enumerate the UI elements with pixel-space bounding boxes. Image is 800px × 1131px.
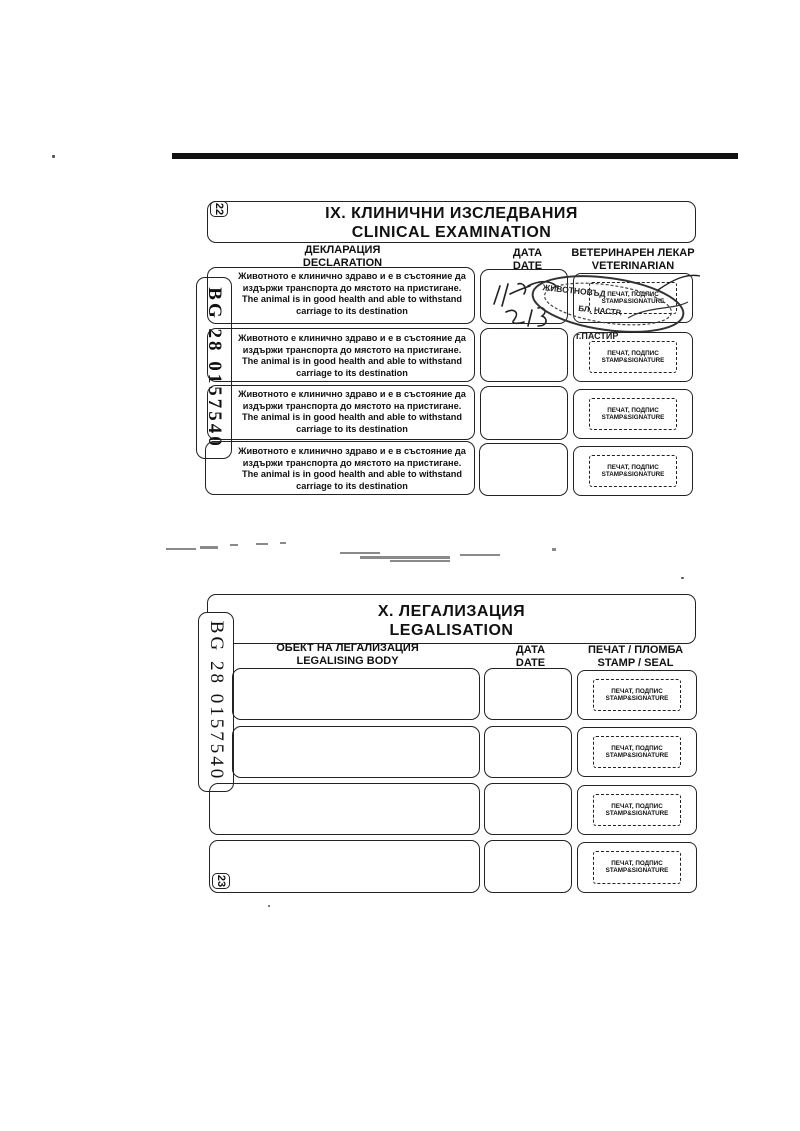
legal-stamp-box-3: [577, 785, 697, 835]
declaration-line: carriage to its destination: [296, 423, 408, 434]
declaration-line: carriage to its destination: [296, 305, 408, 316]
declaration-header-en: DECLARATION: [302, 257, 383, 269]
date-box-4: [479, 443, 568, 496]
declaration-line: carriage to its destination: [296, 480, 408, 491]
stamp-label-bg: ПЕЧАТ, ПОДПИС: [611, 803, 663, 810]
stamp-box-2: [573, 332, 693, 382]
declaration-line: The animal is in good health and able to withstand: [241, 469, 462, 480]
declaration-line: издържи транспорта до мястото на пристигане.: [242, 457, 462, 468]
stamp-seal-header-bg: ПЕЧАТ / ПЛОМБА: [587, 644, 684, 656]
legal-date-box-2: [484, 726, 572, 778]
declaration-text-4: [232, 446, 472, 492]
stamp-seal-header-en: STAMP / SEAL: [597, 657, 674, 669]
stamp-label-en: STAMP&SIGNATURE: [601, 298, 665, 305]
declaration-line: Животното е клинично здраво и е в състояние да: [238, 446, 466, 456]
declaration-text-3: [232, 389, 472, 435]
stamp-label-bg: ПЕЧАТ, ПОДПИС: [607, 291, 659, 298]
declaration-line: издържи транспорта до мястото на пристигане.: [242, 400, 462, 411]
legal-date-box-4: [484, 840, 572, 893]
page-number-top: 22: [210, 201, 228, 217]
section-ix-title-bg: IX. КЛИНИЧНИ ИЗСЛЕДВАНИЯ: [325, 205, 578, 222]
scan-noise: [160, 536, 640, 572]
date-header-bg: ДАТА: [515, 644, 546, 656]
stamp-label-en: STAMP&SIGNATURE: [601, 471, 665, 478]
stamp-label-en: STAMP&SIGNATURE: [605, 752, 669, 759]
top-rule: [172, 153, 738, 159]
legalising-body-header-bg: ОБЕКТ НА ЛЕГАЛИЗАЦИЯ: [276, 642, 419, 654]
section-ix-title-en: CLINICAL EXAMINATION: [351, 224, 552, 241]
legal-date-box-1: [484, 668, 572, 720]
date-box-2: [480, 328, 568, 382]
scan-speck: [52, 155, 55, 158]
serial-number-top: BG 28 0157540: [204, 287, 225, 449]
stamp-label-bg: ПЕЧАТ, ПОДПИС: [607, 407, 659, 414]
scan-speck: [268, 905, 270, 907]
declaration-line: The animal is in good health and able to withstand: [241, 412, 462, 423]
legalising-body-box-4: [209, 840, 480, 893]
scan-speck: [681, 577, 684, 579]
declaration-text-2: [232, 333, 472, 379]
legal-date-box-3: [484, 783, 572, 835]
stamp-text-line: г.ПАСТИР: [576, 331, 619, 341]
section-x-title-en: LEGALISATION: [389, 622, 514, 639]
legal-stamp-box-1: [577, 670, 697, 720]
stamp-label-en: STAMP&SIGNATURE: [605, 867, 669, 874]
stamp-label-en: STAMP&SIGNATURE: [605, 810, 669, 817]
declaration-line: The animal is in good health and able to withstand: [241, 294, 462, 305]
vet-header-en: VETERINARIAN: [591, 260, 675, 272]
date-header-bg: ДАТА: [512, 247, 543, 259]
legalising-body-header-en: LEGALISING BODY: [296, 655, 399, 667]
legalising-body-box-3: [209, 783, 480, 835]
declaration-line: carriage to its destination: [296, 367, 408, 378]
stamp-box-3: [573, 389, 693, 439]
declaration-header-bg: ДЕКЛАРАЦИЯ: [304, 244, 381, 256]
page-number-bottom: 23: [212, 873, 230, 889]
declaration-line: Животното е клинично здраво и е в състояние да: [238, 271, 466, 281]
stamp-text-line: БЛ. НАСТР.: [577, 303, 623, 318]
stamp-text-line: ЖИВОТНОВЪД: [542, 282, 607, 299]
declaration-line: издържи транспорта до мястото на пристигане.: [242, 344, 462, 355]
stamp-label-bg: ПЕЧАТ, ПОДПИС: [607, 464, 659, 471]
declaration-line: Животното е клинично здраво и е в състояние да: [238, 389, 466, 399]
stamp-label-en: STAMP&SIGNATURE: [605, 695, 669, 702]
vet-header-bg: ВЕТЕРИНАРЕН ЛЕКАР: [571, 247, 695, 259]
stamp-label-bg: ПЕЧАТ, ПОДПИС: [611, 688, 663, 695]
legalising-body-box-1: [232, 668, 480, 720]
declaration-line: издържи транспорта до мястото на пристигане.: [242, 282, 462, 293]
legalising-body-box-2: [232, 726, 480, 778]
stamp-label-en: STAMP&SIGNATURE: [601, 414, 665, 421]
section-x-title-bg: X. ЛЕГАЛИЗАЦИЯ: [377, 603, 526, 620]
stamp-box-4: [573, 446, 693, 496]
date-box-3: [480, 386, 568, 440]
stamp-label-en: STAMP&SIGNATURE: [601, 357, 665, 364]
stamp-label-bg: ПЕЧАТ, ПОДПИС: [611, 745, 663, 752]
serial-number-bottom: BG 28 0157540: [206, 620, 227, 782]
stamp-label-bg: ПЕЧАТ, ПОДПИС: [607, 350, 659, 357]
declaration-line: The animal is in good health and able to withstand: [241, 356, 462, 367]
date-header-en: DATE: [515, 657, 546, 669]
declaration-line: Животното е клинично здраво и е в състояние да: [238, 333, 466, 343]
legal-stamp-box-4: [577, 842, 697, 893]
legal-stamp-box-2: [577, 727, 697, 777]
declaration-text-1: [232, 271, 472, 317]
date-header-en: DATE: [512, 260, 543, 272]
stamp-label-bg: ПЕЧАТ, ПОДПИС: [611, 860, 663, 867]
